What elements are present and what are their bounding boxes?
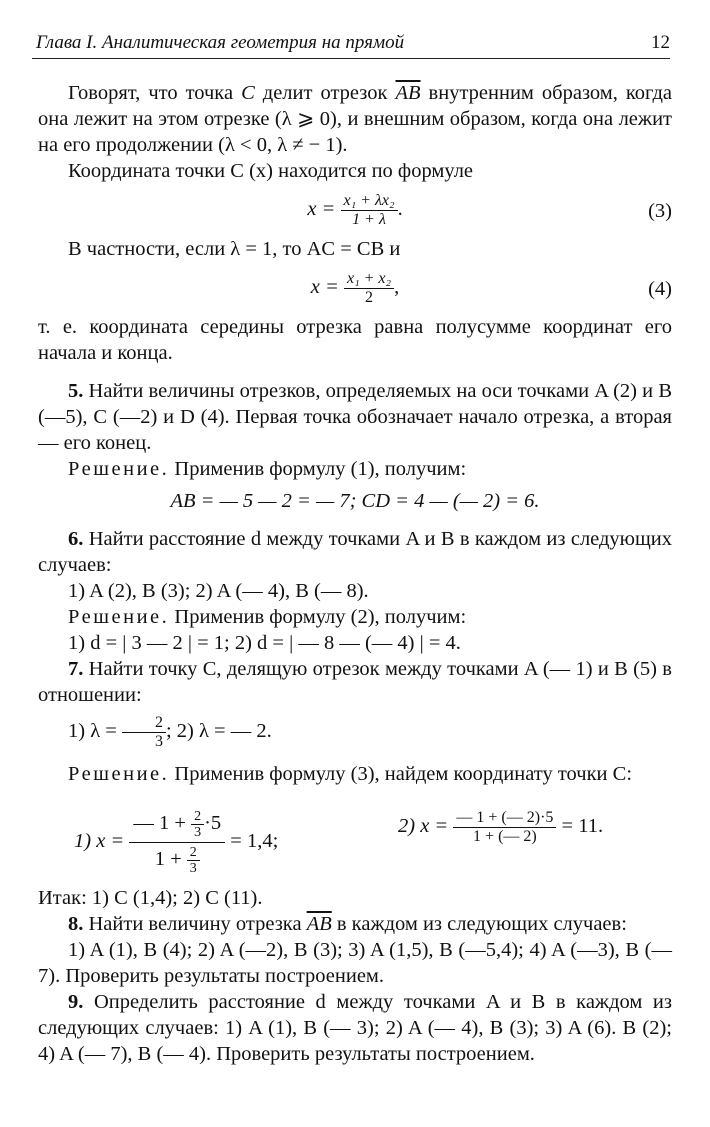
task-8-cases: 1) A (1), B (4); 2) A (—2), B (3); 3) A (1,5), B (—5,4); 4) A (—3), B (—7). Проверить результаты построением. [38,939,672,987]
task-7-r1-num-frac-d: 3 [194,825,202,840]
task-6-text: Найти расстояние d между точками A и B в каждом из следующих случаев: [38,528,672,576]
task-5 [38,378,672,456]
formula-4-denominator: 2 [365,289,374,306]
intro-text-b: делит отрезок [254,82,396,104]
task-7-solution-word: Решение. [68,763,170,785]
formula-4 [38,266,672,310]
task-7-r1-num-frac [191,809,204,840]
task-8-text-b: в каждом из следующих случаев: [331,913,627,935]
task-9-text: Определить расстояние d между точками A и B в каждом из следующих случаев: 1) A (1), B (— 3); 2) A (— 4), B (3); 3) A (6). B (2); 4) A (— 7), B (— 4). Проверить результаты построением. [38,991,672,1065]
task-7-text: Найти точку C, делящую отрезок между точками A (— 1) и B (5) в отношении: [38,658,672,706]
task-7-result-1-value: = 1,4; [230,830,279,853]
task-7-result-2-fraction [453,809,556,846]
task-7-solution-text: Применив формулу (3), найдем координату точки C: [169,763,633,785]
task-5-number: 5. [68,380,84,402]
task-7-solution [38,761,672,787]
formula-4-fraction [344,270,394,307]
task-6-solution-text: Применив формулу (2), получим: [169,606,467,628]
formula-3-denominator: 1 + λ [352,211,386,228]
task-7-r1-den-frac [187,845,200,876]
task-9-number: 9. [68,991,84,1013]
task-7-case-2: ; 2) λ = — 2. [165,720,272,743]
task-6 [38,526,672,578]
task-7-result-1-numerator [129,809,225,843]
formula-3-fraction [341,192,398,229]
task-7-case-1-fraction [122,714,166,751]
task-5-equation: AB = — 5 — 2 = — 7; CD = 4 — (— 2) = 6. [170,490,540,512]
special-case-paragraph: В частности, если λ = 1, то AC = CB и [68,238,401,260]
task-7-r1-den-a: 1 + [154,848,187,871]
task-7-result-2-lhs: 2) x = [398,815,449,838]
task-8-segment-ab: $\overline{AB}$ [306,913,332,935]
task-9 [38,989,672,1067]
task-6-number: 6. [68,528,84,550]
intro-paragraph [38,80,672,158]
task-7-case-1-lhs: 1) λ = [68,720,117,743]
task-7-case-1-denominator: 3 [154,733,163,750]
task-7-cases [38,714,672,751]
formula-3-lhs: x = [307,198,336,221]
task-7-result-2-denominator: 1 + (— 2) [473,828,537,845]
task-7-result-1-denominator [129,843,225,876]
task-7-result-2 [398,809,603,846]
task-5-solution [38,456,672,482]
formula-3-number: (3) [648,200,672,222]
formula-3 [38,188,672,232]
intro-text-c: внутренним образом, когда она лежит на этом отрезке (λ ⩾ 0), и внешним образом, когда она лежит на его продолжении (λ < 0, λ ≠ − 1). [38,82,672,156]
formula-4-numerator: x₁ + x₂ [344,270,394,289]
task-5-solution-word: Решение. [68,458,170,480]
formula-3-numerator: x₁ + λx₂ [341,192,398,211]
intro-text-a: Говорят, что точка [68,82,242,104]
point-c: C [241,82,255,104]
task-5-solution-text: Применив формулу (1), получим: [169,458,467,480]
formula-4-number: (4) [648,278,672,300]
task-7-result-2-numerator: — 1 + (— 2)·5 [453,809,556,828]
task-7-r1-den-frac-n: 2 [187,845,200,861]
task-8-number: 8. [68,913,84,935]
task-7-r1-num-frac-n: 2 [191,809,204,825]
midpoint-paragraph: т. е. координата середины отрезка равна полусумме координат его начала и конца. [38,316,672,364]
page-content [38,80,672,1067]
task-7-result-1-lhs: 1) x = [74,830,125,853]
task-7-result-2-value: = 11. [561,815,604,838]
task-8-text-a: Найти величину отрезка [83,913,307,935]
task-7-results [38,791,672,881]
coordinate-paragraph: Координата точки C (x) находится по формуле [68,160,474,182]
task-7-result-1-fraction [129,809,225,876]
task-7-r1-num-a: — 1 + [133,812,192,835]
formula-3-tail: . [397,198,403,221]
task-5-text: Найти величины отрезков, определяемых на оси точками A (2) и B (—5), C (—2) и D (4). Первая точка обозначает начало отрезка, а вторая — его конец. [38,380,672,454]
segment-ab: $\overline{AB}$ [395,82,421,104]
task-6-solution-word: Решение. [68,606,170,628]
task-7-r1-den-frac-d: 3 [189,861,197,876]
task-7-r1-num-b: ·5 [204,812,222,835]
task-6-cases: 1) A (2), B (3); 2) A (— 4), B (— 8). [68,580,369,602]
task-7 [38,656,672,708]
chapter-title: Глава I. Аналитическая геометрия на прямой [36,32,405,53]
task-6-result: 1) d = | 3 — 2 | = 1; 2) d = | — 8 — (— 4) | = 4. [68,632,461,654]
task-7-case-1-numerator: 2 [122,714,166,733]
task-6-solution [38,604,672,630]
task-7-result-1 [38,809,278,876]
running-header [32,30,670,59]
task-7-number: 7. [68,658,84,680]
page-number: 12 [651,32,670,53]
formula-4-lhs: x = [310,276,339,299]
task-8 [38,911,672,937]
formula-4-tail: , [394,276,400,299]
task-7-conclusion: Итак: 1) C (1,4); 2) C (11). [38,887,263,909]
